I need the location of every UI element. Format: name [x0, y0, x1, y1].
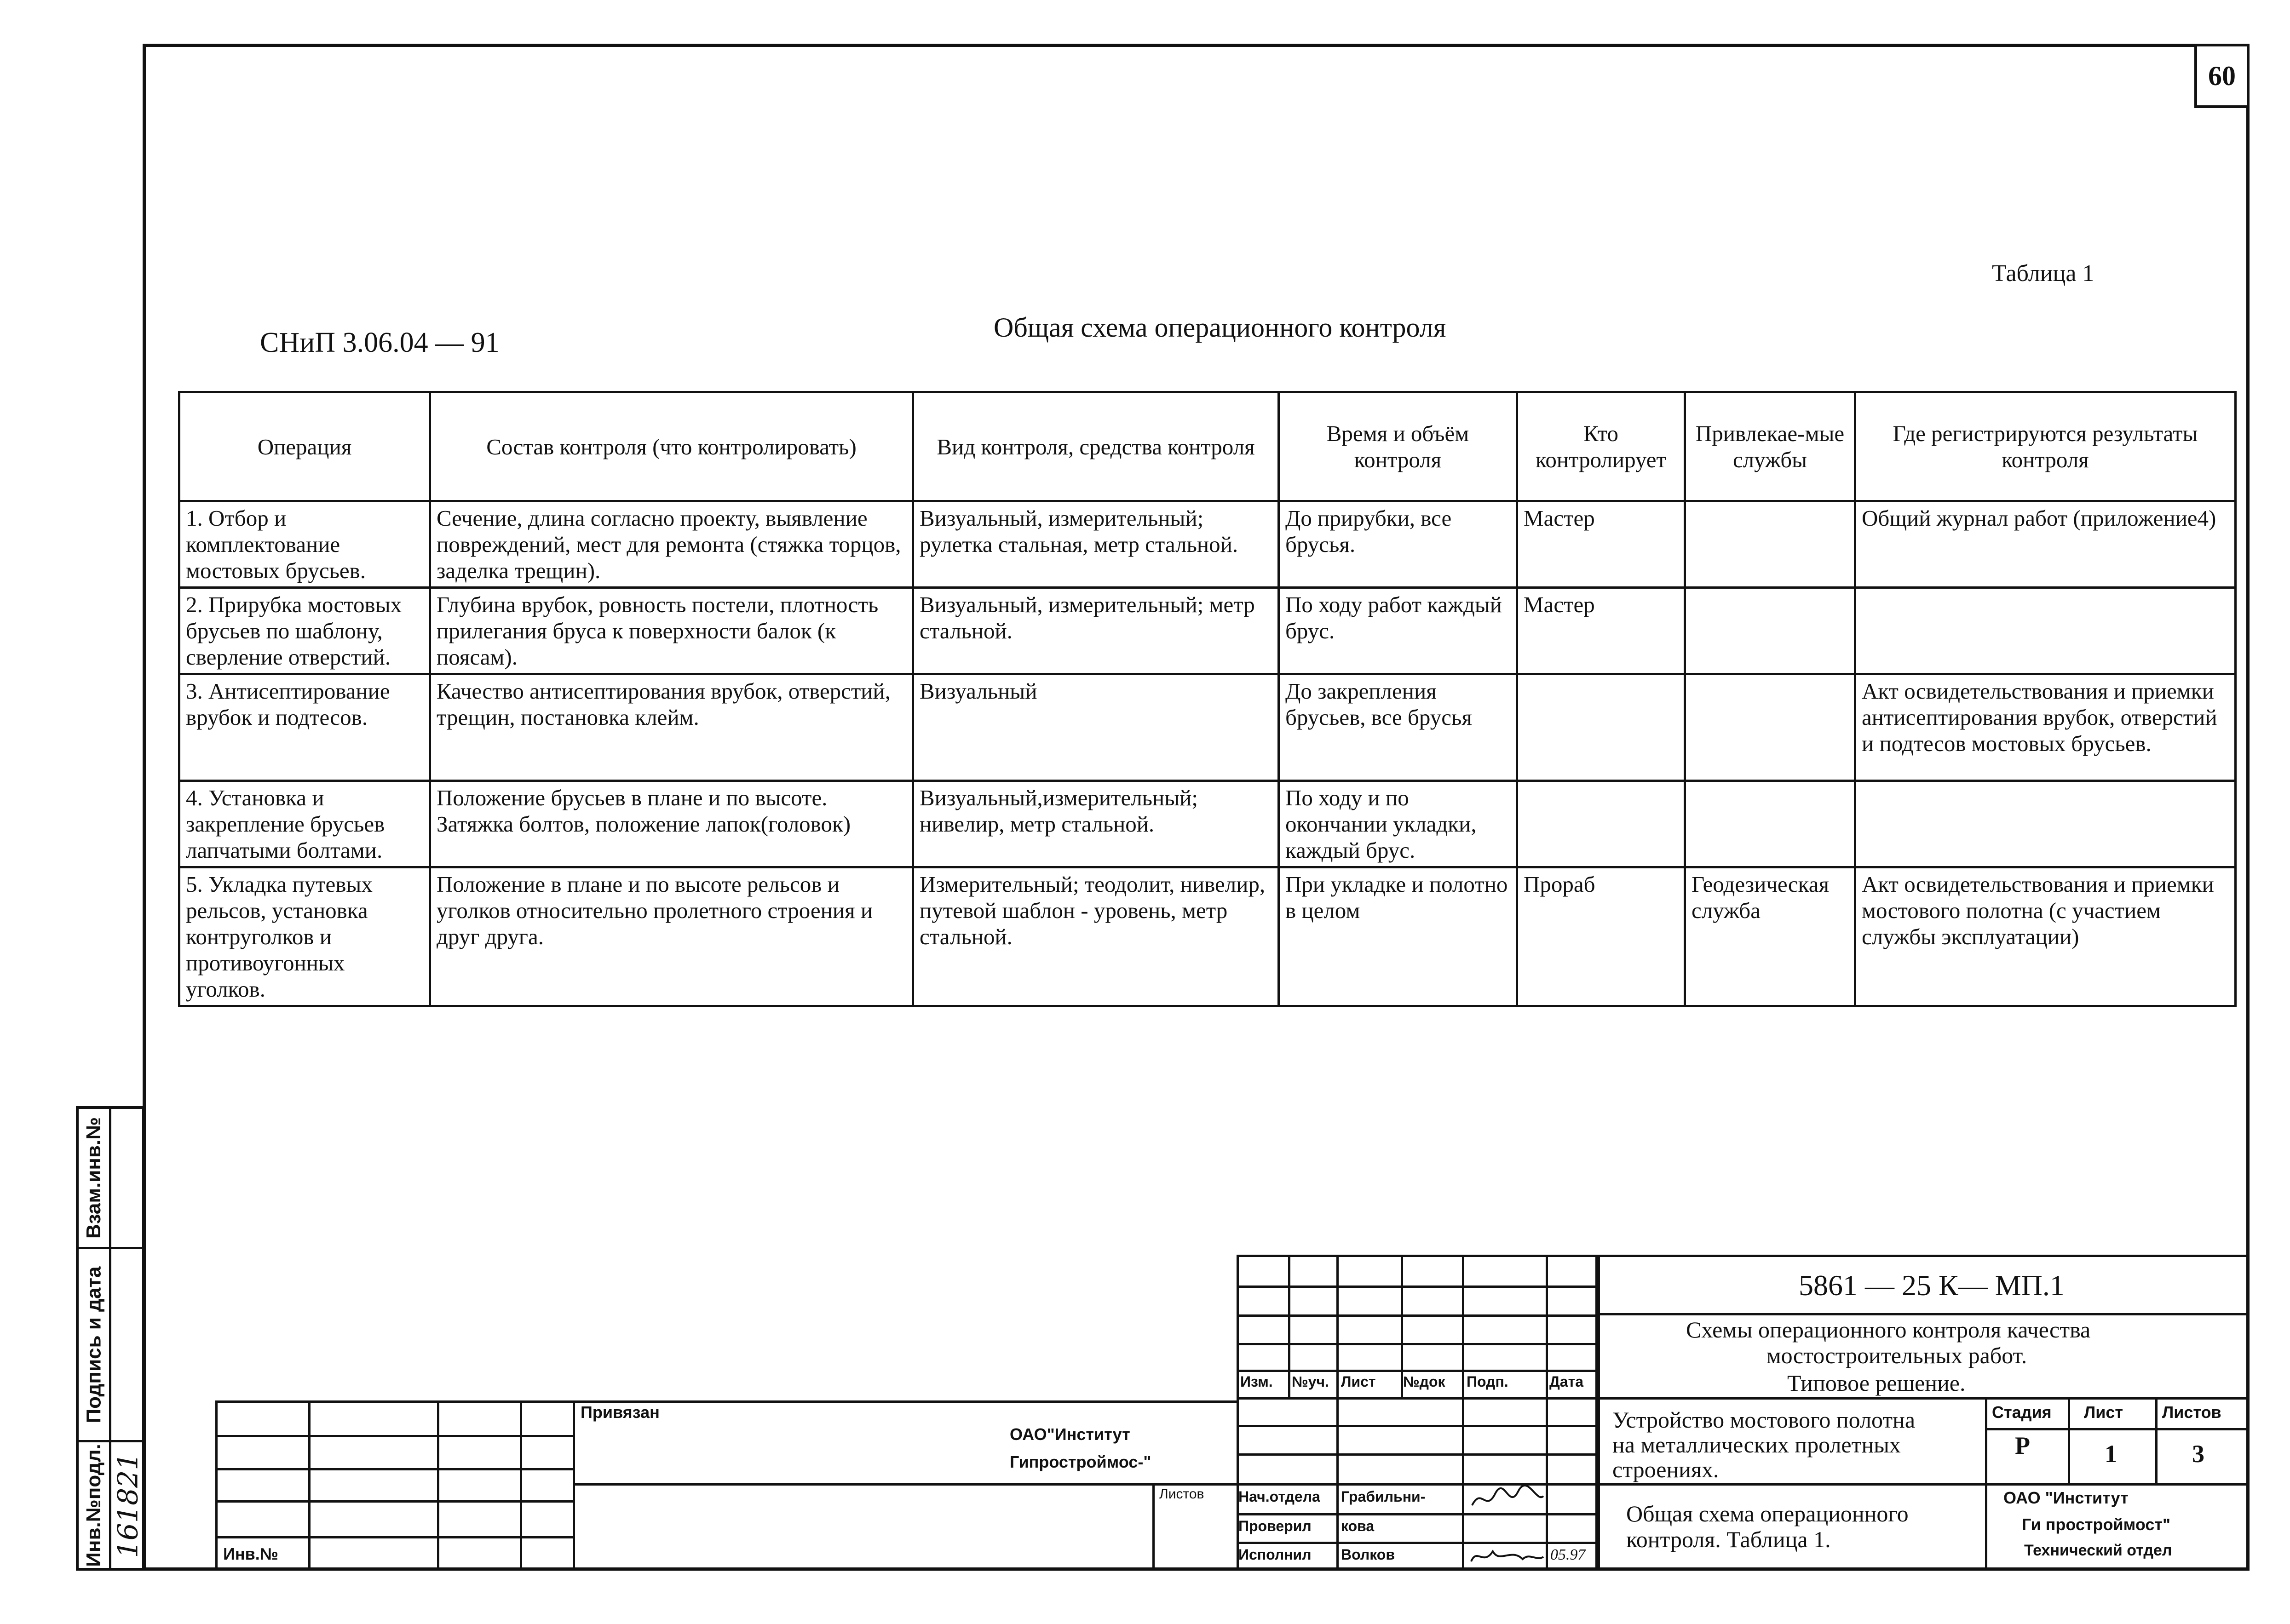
- grid-line: [1598, 1483, 2250, 1486]
- grid-line: [215, 1468, 575, 1470]
- table-cell: По ходу и по окончании укладки, каждый брус.: [1279, 781, 1517, 867]
- rev-header-list: Лист: [1341, 1373, 1376, 1390]
- header-who-controls: Кто контролирует: [1517, 392, 1685, 501]
- table-cell: [1685, 781, 1855, 867]
- grid-line: [1985, 1428, 2250, 1430]
- grid-line: [215, 1435, 575, 1437]
- table-cell: Сечение, длина согласно проекту, выявление повреждений, мест для ремонта (стяжка торцов, заделка трещин).: [430, 501, 913, 588]
- table-cell: [1685, 674, 1855, 781]
- table-row: [179, 588, 2236, 674]
- replacement-inv-label: Взам.инв.№: [82, 1117, 105, 1239]
- table-cell: До прирубки, все брусья.: [1279, 501, 1517, 588]
- document-code: СНиП 3.06.04 — 91: [260, 327, 500, 358]
- table-cell: Геодезическая служба: [1685, 867, 1855, 1006]
- table-cell: 1. Отбор и комплектование мостовых брусьев.: [179, 501, 430, 588]
- rev-header-izm: Изм.: [1240, 1373, 1273, 1390]
- sheets-value: 3: [2192, 1440, 2204, 1468]
- grid-line: [437, 1400, 439, 1571]
- grid-line: [573, 1400, 575, 1571]
- table-cell: [1855, 588, 2236, 674]
- sheet-title-line-2: контроля. Таблица 1.: [1626, 1526, 1831, 1552]
- table-label: Таблица 1: [1992, 260, 2094, 287]
- grid-line: [1288, 1255, 1290, 1397]
- page-number: 60: [2194, 44, 2250, 108]
- table-cell: [1685, 588, 1855, 674]
- object-line-1: Устройство мостового полотна: [1612, 1407, 1916, 1433]
- table-cell: Измерительный; теодолит, нивелир, путевой шаблон - уровень, метр стальной.: [913, 867, 1279, 1006]
- strip-cell-signature: [79, 1249, 109, 1442]
- header-where-registered: Где регистрируются результаты контроля: [1855, 392, 2236, 501]
- sheet-value: 1: [2105, 1440, 2117, 1468]
- table-cell: Положение в плане и по высоте рельсов и уголков относительно пролетного строения и друг друга.: [430, 867, 913, 1006]
- header-time-volume: Время и объём контроля: [1279, 392, 1517, 501]
- header-operation: Операция: [179, 392, 430, 501]
- table-cell: До закрепления брусьев, все брусья: [1279, 674, 1517, 781]
- table-cell: Визуальный, измерительный; рулетка стальная, метр стальной.: [913, 501, 1279, 588]
- table-cell: Акт освидетельствования и приемки антисептирования врубок, отверстий и подтесов мостовых брусьев.: [1855, 674, 2236, 781]
- subject-line-2: мостостроительных работ.: [1766, 1343, 2027, 1368]
- table-cell: При укладке и полотно в целом: [1279, 867, 1517, 1006]
- table-cell: [1855, 781, 2236, 867]
- strip-value-cell: [111, 1249, 145, 1442]
- table-row: [179, 781, 2236, 867]
- grid-line: [1237, 1314, 1598, 1317]
- table-cell: Мастер: [1517, 501, 1685, 588]
- subject-line-3: Типовое решение.: [1787, 1370, 1966, 1396]
- header-control-type: Вид контроля, средства контроля: [913, 392, 1279, 501]
- grid-line: [1237, 1285, 1598, 1288]
- table-row: [179, 674, 2236, 781]
- org-right-line-3: Технический отдел: [2024, 1542, 2172, 1559]
- table-row: [179, 867, 2236, 1006]
- inv-number: 161821: [112, 1452, 144, 1558]
- grid-line: [573, 1483, 1237, 1486]
- document-title: Общая схема операционного контроля: [994, 312, 1446, 343]
- left-stamp-strip: [76, 1106, 145, 1571]
- stage-value: Р: [2015, 1432, 2030, 1459]
- grid-line: [1462, 1255, 1464, 1571]
- table-cell: Качество антисептирования врубок, отверстий, трещин, постановка клейм.: [430, 674, 913, 781]
- table-cell: Общий журнал работ (приложение4): [1855, 501, 2236, 588]
- table-cell: По ходу работ каждый брус.: [1279, 588, 1517, 674]
- rev-header-sign: Подп.: [1467, 1373, 1508, 1390]
- listov-small-label: Листов: [1159, 1486, 1204, 1502]
- table-cell: Положение брусьев в плане и по высоте. Затяжка болтов, положение лапок(головок): [430, 781, 913, 867]
- strip-cell-original-inv: [79, 1442, 109, 1568]
- control-table: [178, 391, 2237, 1007]
- grid-line: [1237, 1425, 1598, 1427]
- org-left-line1: ОАО"Институт: [1010, 1425, 1130, 1444]
- sheets-header: Листов: [2162, 1403, 2221, 1422]
- grid-line: [1598, 1313, 2250, 1315]
- name-head-of-dept: Грабильни-: [1341, 1488, 1426, 1505]
- rev-header-doc: №док: [1403, 1373, 1445, 1390]
- sheet-header: Лист: [2084, 1403, 2123, 1422]
- grid-line: [1598, 1397, 2250, 1400]
- original-inv-label: Инв.№подл.: [82, 1443, 105, 1567]
- grid-line: [308, 1400, 311, 1571]
- inv-label: Инв.№: [223, 1544, 278, 1563]
- table-cell: Визуальный: [913, 674, 1279, 781]
- name-checked: кова: [1341, 1518, 1375, 1534]
- object-line-3: строениях.: [1612, 1457, 1719, 1482]
- table-cell: Визуальный,измерительный; нивелир, метр стальной.: [913, 781, 1279, 867]
- strip-cell-replacement: [79, 1109, 109, 1249]
- role-checked: Проверил: [1238, 1518, 1312, 1534]
- signature-graphic: [1467, 1485, 1546, 1515]
- privyazan-label: Привязан: [581, 1403, 660, 1422]
- signature-date-label: Подпись и дата: [82, 1266, 105, 1423]
- table-cell: 4. Установка и закрепление брусьев лапчатыми болтами.: [179, 781, 430, 867]
- project-doc-number: 5861 — 25 К— МП.1: [1799, 1269, 2065, 1302]
- grid-line: [1237, 1370, 1598, 1372]
- table-cell: [1517, 781, 1685, 867]
- grid-line: [215, 1536, 575, 1538]
- grid-line: [215, 1500, 575, 1503]
- grid-line: [2155, 1397, 2158, 1483]
- grid-line: [1336, 1255, 1339, 1571]
- table-cell: Глубина врубок, ровность постели, плотность прилегания бруса к поверхности балок (к поясам).: [430, 588, 913, 674]
- table-cell: 2. Прирубка мостовых брусьев по шаблону, сверление отверстий.: [179, 588, 430, 674]
- grid-line: [1237, 1397, 1598, 1400]
- sheet-title-line-1: Общая схема операционного: [1626, 1501, 1909, 1526]
- stage-header: Стадия: [1992, 1403, 2052, 1422]
- org-left-line2: Гипростроймос-": [1010, 1452, 1151, 1471]
- role-head-of-dept: Нач.отдела: [1238, 1488, 1320, 1505]
- grid-line: [2068, 1397, 2070, 1483]
- grid-line: [520, 1400, 522, 1571]
- table-cell: Мастер: [1517, 588, 1685, 674]
- table-cell: Визуальный, измерительный; метр стальной.: [913, 588, 1279, 674]
- header-control-scope: Состав контроля (что контролировать): [430, 392, 913, 501]
- grid-line: [1546, 1255, 1548, 1571]
- grid-line: [1152, 1483, 1155, 1571]
- table-cell: Акт освидетельствования и приемки мостового полотна (с участием службы эксплуатации): [1855, 867, 2236, 1006]
- name-executed: Волков: [1341, 1546, 1395, 1563]
- rev-header-uch: №уч.: [1292, 1373, 1329, 1390]
- table-cell: 3. Антисептирование врубок и подтесов.: [179, 674, 430, 781]
- role-executed: Исполнил: [1238, 1546, 1312, 1563]
- org-right-line-1: ОАО "Институт: [2003, 1488, 2129, 1507]
- header-services: Привлекае-мые службы: [1685, 392, 1855, 501]
- rev-header-date: Дата: [1549, 1373, 1584, 1390]
- org-right-line-2: Ги простроймост": [2022, 1515, 2171, 1534]
- signature-graphic: [1467, 1543, 1546, 1570]
- subject-line-1: Схемы операционного контроля качества: [1686, 1317, 2091, 1343]
- object-line-2: на металлических пролетных: [1612, 1432, 1901, 1458]
- strip-inv-value-cell: [111, 1442, 145, 1568]
- grid-line: [1237, 1453, 1598, 1456]
- strip-value-cell: [111, 1109, 145, 1249]
- table-header-row: [179, 392, 2236, 501]
- table-cell: [1517, 674, 1685, 781]
- table-cell: Прораб: [1517, 867, 1685, 1006]
- table-cell: 5. Укладка путевых рельсов, установка контруголков и противоугонных уголков.: [179, 867, 430, 1006]
- table-cell: [1685, 501, 1855, 588]
- grid-line: [1237, 1343, 1598, 1345]
- date-executed: 05.97: [1550, 1546, 1586, 1563]
- table-row: [179, 501, 2236, 588]
- grid-line: [1985, 1397, 1987, 1571]
